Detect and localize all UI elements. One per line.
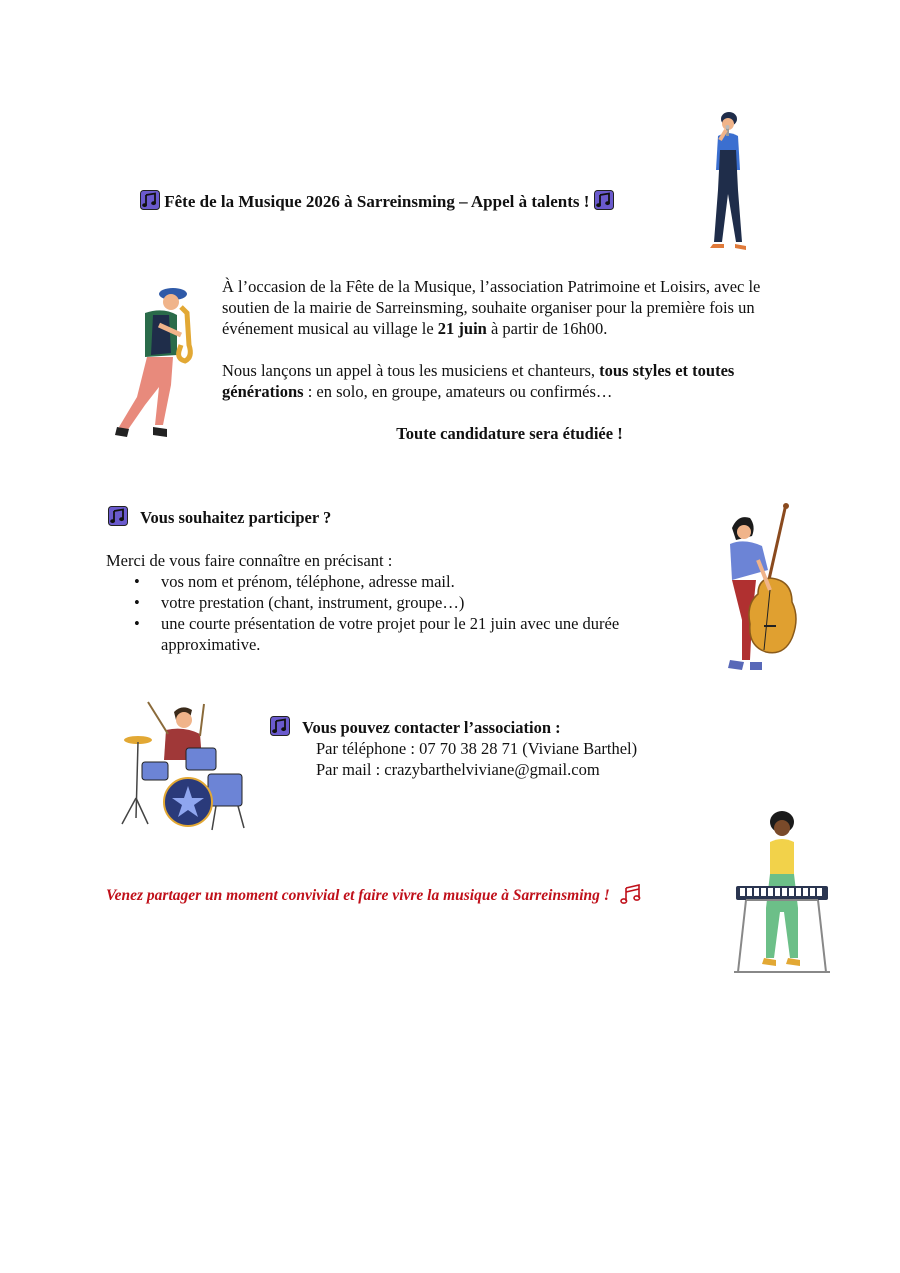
keyboardist-illustration <box>732 808 832 976</box>
singer-illustration <box>698 110 758 252</box>
musical-notes-icon <box>594 190 614 210</box>
participate-lead: Merci de vous faire connaître en précisant : <box>106 551 393 570</box>
bassist-illustration <box>722 500 804 678</box>
participate-heading: Vous souhaitez participer ? <box>108 506 331 528</box>
musical-notes-outline-icon <box>620 884 642 904</box>
list-item: • une courte présentation de votre projet pour le 21 juin avec une durée approximative. <box>134 614 620 654</box>
intro-section <box>222 276 797 423</box>
drummer-illustration <box>108 698 250 834</box>
contact-phone: Par téléphone : 07 70 38 28 71 (Viviane Barthel) <box>316 739 638 758</box>
event-date: 21 juin <box>437 319 487 338</box>
contact-email: Par mail : crazybarthelviviane@gmail.com <box>316 760 600 779</box>
page-title <box>140 190 614 212</box>
list-item: • votre prestation (chant, instrument, groupe…) <box>134 593 465 612</box>
callout-text: Toute candidature sera étudiée ! <box>396 424 623 443</box>
saxophonist-illustration <box>115 285 205 443</box>
title-text: Fête de la Musique 2026 à Sarreinsming – Appel à talents ! <box>164 192 590 211</box>
contact-heading: Vous pouvez contacter l’association : <box>270 716 561 738</box>
list-item: • vos nom et prénom, téléphone, adresse mail. <box>134 572 455 591</box>
musical-notes-icon <box>108 506 128 526</box>
intro-paragraph-2: Nous lançons un appel à tous les musiciens et chanteurs, tous styles et toutes générations : en solo, en groupe, amateurs ou confirmés… <box>222 361 735 401</box>
intro-paragraph-1: À l’occasion de la Fête de la Musique, l’association Patrimoine et Loisirs, avec le soutien de la mairie de Sarreinsming, souhaite organiser pour la première fois un événement musical au village le 21 juin à partir de 16h00. <box>222 277 761 338</box>
footer-text: Venez partager un moment convivial et faire vivre la musique à Sarreinsming ! <box>106 884 642 905</box>
musical-notes-icon <box>270 716 290 736</box>
musical-notes-icon <box>140 190 160 210</box>
participate-list <box>106 571 696 655</box>
